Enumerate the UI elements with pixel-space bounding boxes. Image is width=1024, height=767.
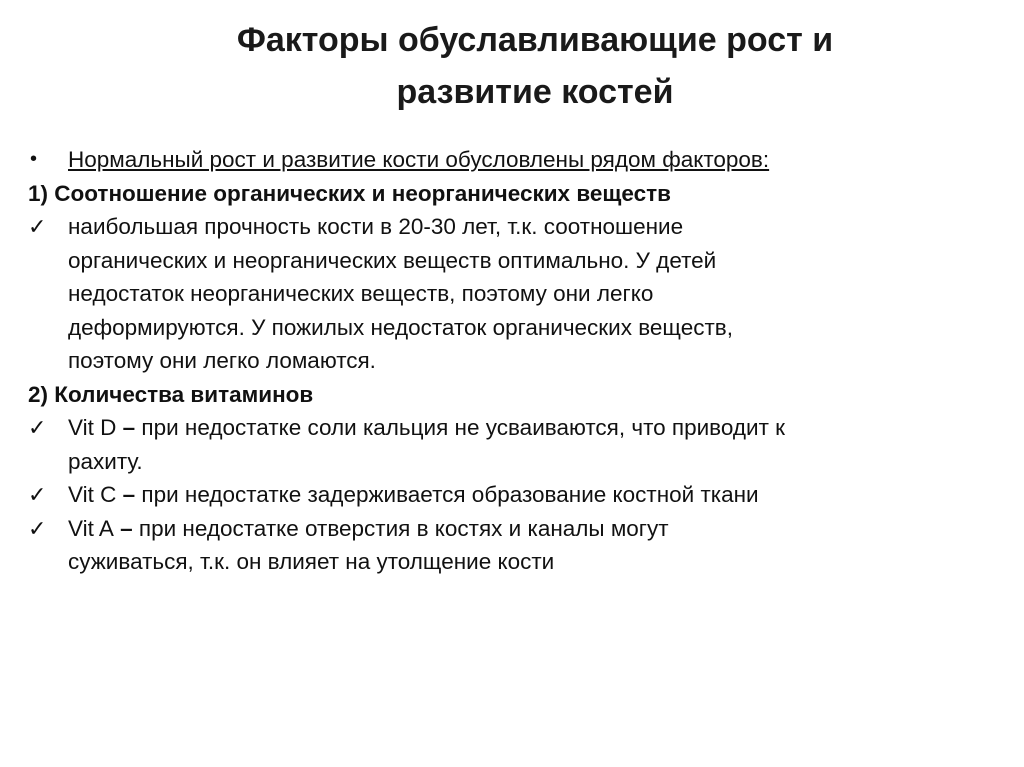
title-line-2: развитие костей: [396, 73, 674, 111]
section-1-heading: 1) Соотношение органических и неорганических веществ: [28, 180, 671, 206]
section-1-item: [28, 210, 1008, 378]
item-line: органических и неорганических веществ оптимально. У детей: [68, 247, 717, 273]
section-2-heading: 2) Количества витаминов: [28, 381, 314, 407]
item-text: при недостатке отверстия в костях и каналы могут: [138, 515, 669, 541]
item-line: суживаться, т.к. он влияет на утолщение кости: [68, 549, 555, 574]
item-line: [68, 512, 1008, 546]
item-line: рахиту.: [68, 448, 143, 474]
item-line: [68, 478, 1008, 512]
item-line: [68, 411, 1008, 445]
vitamin-name: Vit A: [68, 515, 114, 541]
item-line: деформируются. У пожилых недостаток органических веществ,: [68, 314, 733, 340]
vitamin-a-item: [28, 512, 1008, 579]
vitamin-c-item: [28, 478, 1008, 512]
dash: –: [116, 482, 142, 507]
bullet-dot-icon: •: [30, 148, 38, 170]
item-line: наибольшая прочность кости в 20-30 лет, т.к. соотношение: [68, 214, 684, 239]
dash: –: [113, 515, 139, 541]
vitamin-name: Vit C: [68, 482, 117, 507]
item-line: недостаток неорганических веществ, поэтому они легко: [68, 281, 654, 306]
item-text: при недостатке задерживается образование костной ткани: [141, 482, 759, 507]
slide-content: [28, 143, 1008, 579]
item-text: при недостатке соли кальция не усваиваются, что приводит к: [141, 415, 785, 440]
intro-bullet-item: [28, 143, 1008, 177]
vitamin-d-item: [28, 411, 1008, 478]
slide-title: [140, 14, 930, 118]
title-line-1: Факторы обуславливающие рост и: [236, 21, 834, 59]
checkmark-icon: ✓: [28, 214, 47, 239]
checkmark-icon: ✓: [28, 515, 47, 541]
checkmark-icon: ✓: [28, 415, 47, 440]
vitamin-name: Vit D: [68, 415, 117, 440]
checkmark-icon: ✓: [28, 482, 47, 507]
item-line: поэтому они легко ломаются.: [68, 348, 376, 373]
dash: –: [116, 415, 142, 440]
intro-text: Нормальный рост и развитие кости обусловлены рядом факторов:: [68, 147, 770, 172]
